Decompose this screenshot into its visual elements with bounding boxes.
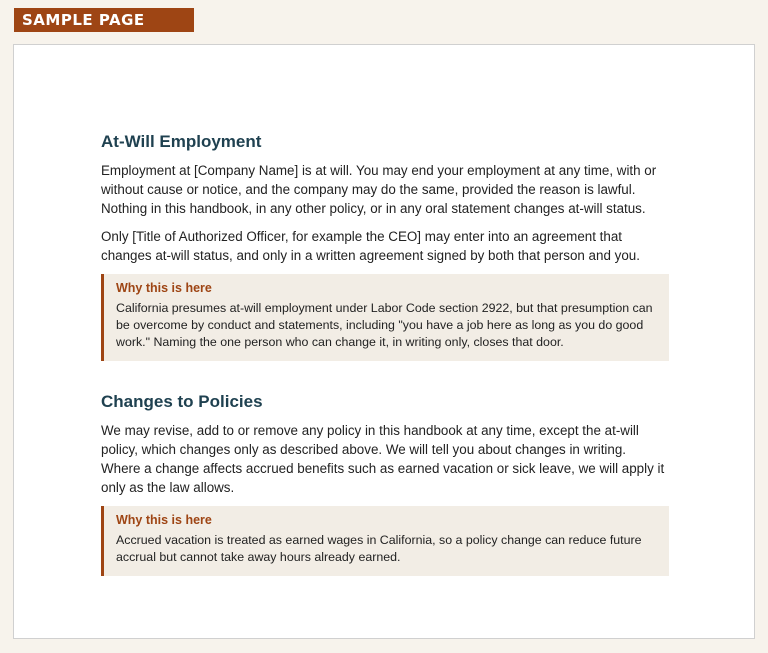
section-title: Changes to Policies [101,392,263,411]
section-paragraph: We may revise, add to or remove any policy in this handbook at any time, except the at-will policy, which changes only as described above. We will tell you about changes in writing. Where a change affects accrued benefits such as earned vacation or sick leave, we will apply it only as the law allows. [101,423,665,495]
document-content [101,131,669,576]
section-paragraph: Employment at [Company Name] is at will. You may end your employment at any time, with or without cause or notice, and the company may do the same, provided the reason is lawful. Nothing in this handbook, in any other policy, or in any oral statement changes at-will status. [101,163,657,216]
section-paragraph: Only [Title of Authorized Officer, for example the CEO] may enter into an agreement that changes at-will status, and only in a written agreement signed by both that person and you. [101,229,640,263]
note-title: Why this is here [116,281,212,295]
note-text: Accrued vacation is treated as earned wages in California, so a policy change can reduce future accrual but cannot take away hours already earned. [116,533,642,564]
note-text: California presumes at-will employment under Labor Code section 2922, but that presumption can be overcome by conduct and statements, including "you have a job here as long as you do good work." Naming the one person who can change it, in writing only, closes that door. [116,301,653,349]
note-title: Why this is here [116,513,212,527]
section-title: At-Will Employment [101,132,262,151]
document-page [13,44,755,639]
section-changes-to-policies [101,391,669,576]
section-at-will-employment [101,131,669,361]
why-this-is-here-note [101,274,669,361]
sample-page-badge: SAMPLE PAGE [14,8,194,32]
why-this-is-here-note [101,506,669,576]
